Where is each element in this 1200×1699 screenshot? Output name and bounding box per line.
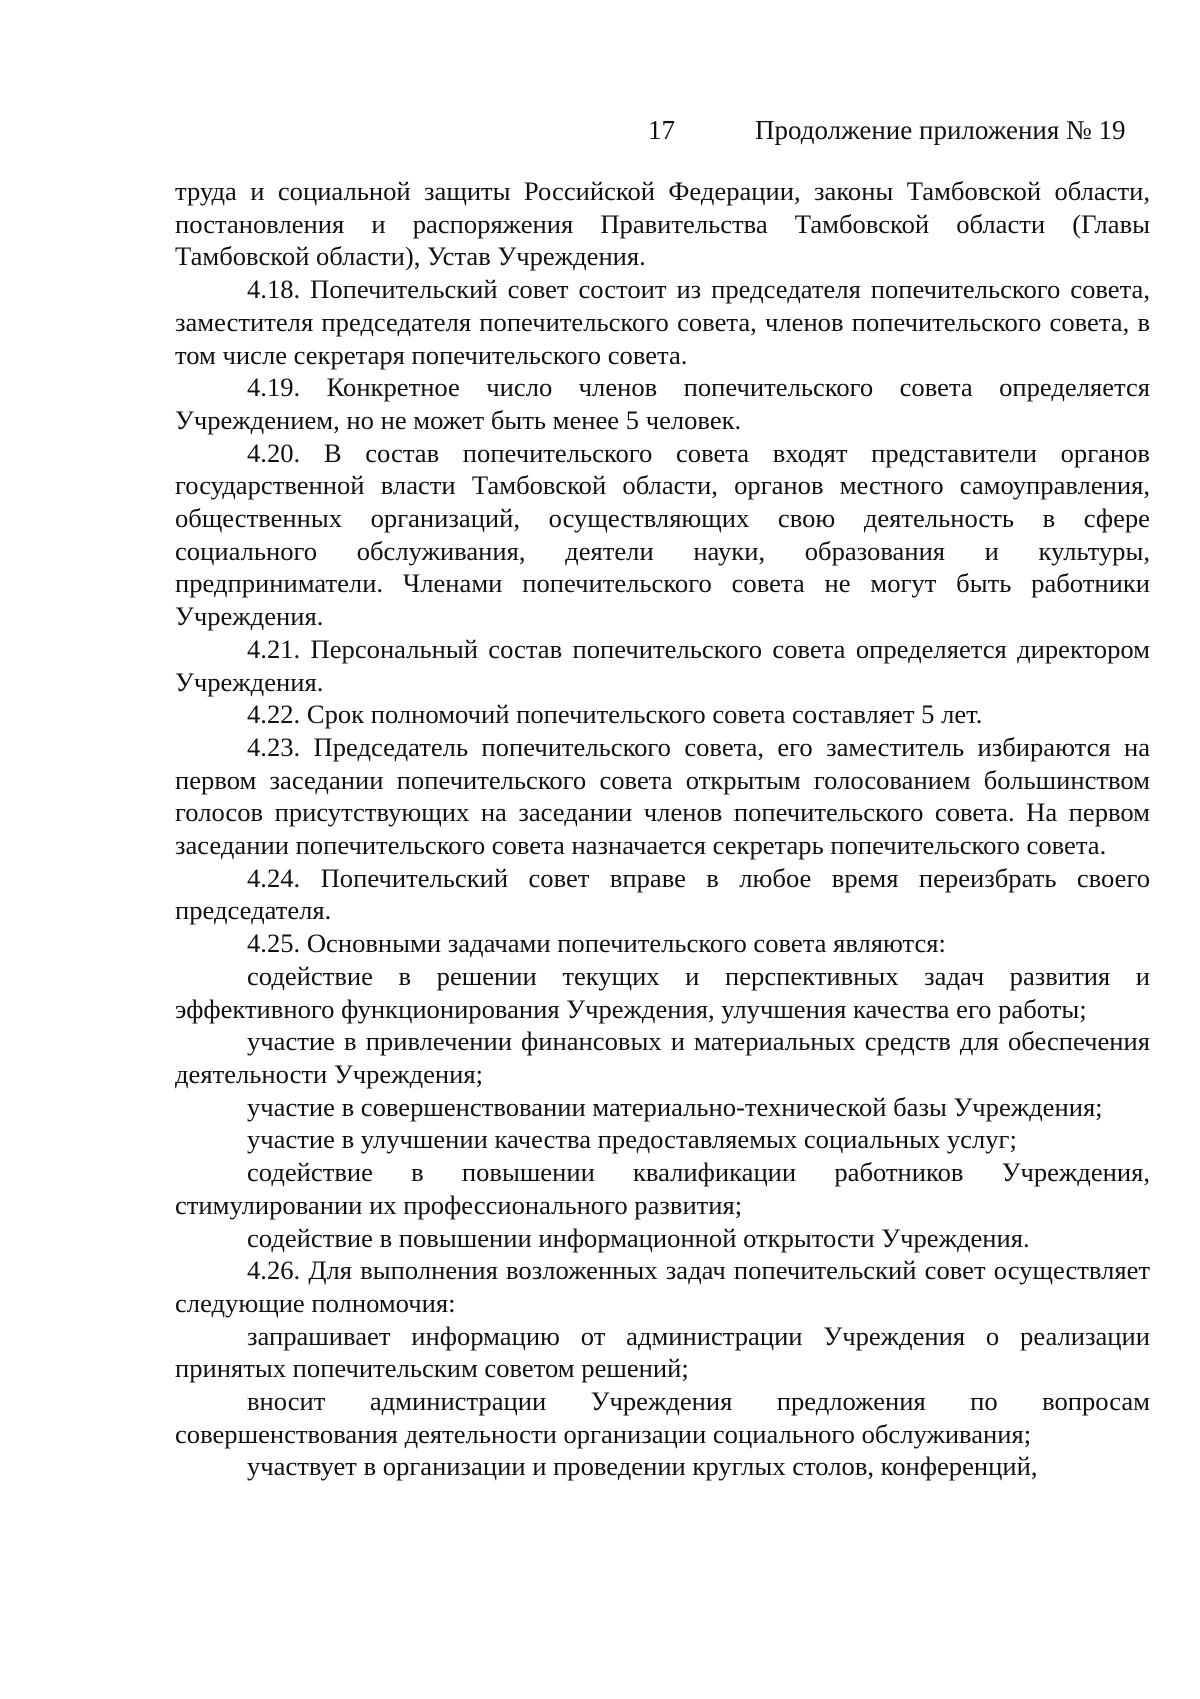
page-number: 17 [648, 115, 675, 145]
paragraph-4-20: 4.20. В состав попечительского совета входят представители органов государственной власти Тамбовской области, органов местного самоуправления, общественных организаций, осуществляющих свою деятельность в сфере социального обслуживания, деятели науки, образования и культуры, предприниматели. Членами попечительского совета не могут быть работники Учреждения. [175, 437, 1150, 632]
paragraph-4-23: 4.23. Председатель попечительского совета, его заместитель избираются на первом заседании попечительского совета открытым голосованием большинством голосов присутствующих на заседании членов попечительского совета. На первом заседании попечительского совета назначается секретарь попечительского совета. [175, 731, 1150, 861]
paragraph-continuation: труда и социальной защиты Российской Федерации, законы Тамбовской области, постановления и распоряжения Правительства Тамбовской области (Главы Тамбовской области), Устав Учреждения. [175, 176, 1150, 272]
list-item-power: вносит администрации Учреждения предложения по вопросам совершенствования деятельности организации социального обслуживания; [175, 1386, 1150, 1449]
list-item-task: участие в привлечении финансовых и материальных средств для обеспечения деятельности Учреждения; [175, 1026, 1150, 1089]
list-item-task: содействие в повышении информационной открытости Учреждения. [247, 1222, 1030, 1253]
list-item-task: содействие в решении текущих и перспективных задач развития и эффективного функционирования Учреждения, улучшения качества его работы; [175, 960, 1150, 1024]
document-body [175, 175, 1150, 1483]
list-item-task: участие в совершенствовании материально-технической базы Учреждения; [247, 1091, 1103, 1122]
paragraph-4-26: 4.26. Для выполнения возложенных задач попечительский совет осуществляет следующие полномочия: [175, 1255, 1150, 1318]
paragraph-4-21: 4.21. Персональный состав попечительского совета определяется директором Учреждения. [175, 633, 1150, 697]
list-item-task: участие в улучшении качества предоставляемых социальных услуг; [247, 1124, 1017, 1155]
paragraph-4-22: 4.22. Срок полномочий попечительского совета составляет 5 лет. [247, 699, 983, 730]
paragraph-4-19: 4.19. Конкретное число членов попечительского совета определяется Учреждением, но не может быть менее 5 человек. [175, 372, 1150, 435]
paragraph-4-18: 4.18. Попечительский совет состоит из председателя попечительского совета, заместителя председателя попечительского совета, членов попечительского совета, в том числе секретаря попечительского совета. [175, 274, 1150, 370]
appendix-continuation-title: Продолжение приложения № 19 [755, 115, 1126, 145]
page-header [0, 115, 1200, 155]
list-item-task: содействие в повышении квалификации работников Учреждения, стимулировании их профессионального развития; [175, 1157, 1150, 1220]
paragraph-4-25: 4.25. Основными задачами попечительского совета являются: [247, 928, 946, 959]
paragraph-4-24: 4.24. Попечительский совет вправе в любое время переизбрать своего председателя. [175, 862, 1150, 926]
list-item-power: участвует в организации и проведении круглых столов, конференций, [247, 1451, 1038, 1482]
list-item-power: запрашивает информацию от администрации Учреждения о реализации принятых попечительским советом решений; [175, 1320, 1150, 1384]
